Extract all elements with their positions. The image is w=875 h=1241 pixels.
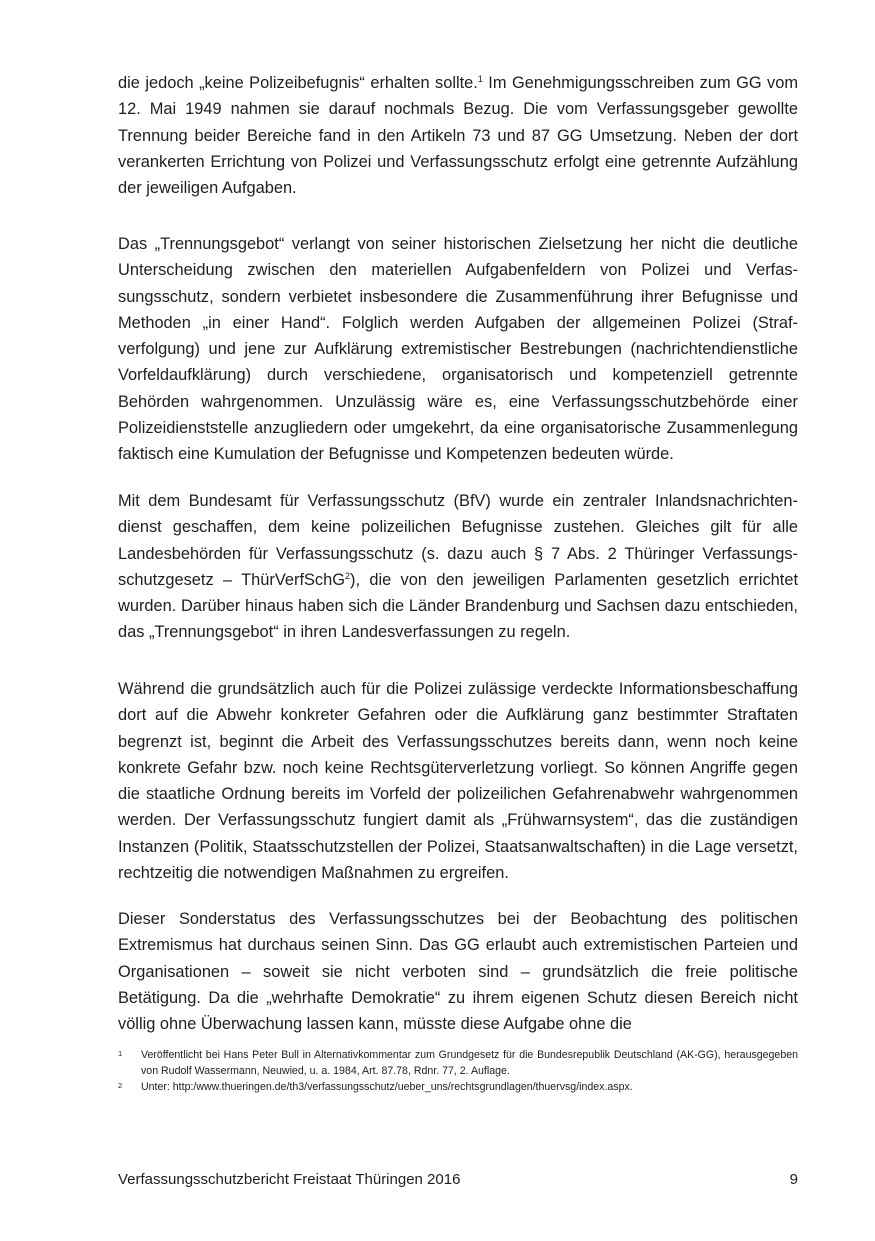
footnote-text: Veröffentlicht bei Hans Peter Bull in Alternativkommentar zum Grundgesetz für die Bundesrepublik Deutschland (AK-GG), herausgegeben von Rudolf Wassermann, Neuwied, u. a. 1984, Art. 87.78, Rdnr. 77, 2. Auflage. — [141, 1049, 798, 1077]
paragraph-1-text-a: die jedoch „keine Polizeibefugnis“ erhalten sollte. — [118, 74, 478, 92]
paragraph-4: Während die grundsätzlich auch für die Polizei zulässige verdeckte Informationsbeschaffung dort auf die Abwehr konkreter Gefahren oder die Aufklärung ganz bestimmter Straftaten begrenzt ist, beginnt die Arbeit des Verfassungsschutzes bereits dann, wenn noch keine konkrete Gefahr bzw. noch keine Rechtsgüterverletzung vorliegt. So können Angriffe gegen die staatliche Ordnung bereits im Vorfeld der polizeilichen Gefahrenabwehr wahrgenommen werden. Der Verfassungsschutz fungiert damit als „Frühwarnsystem“, das die zuständigen Instanzen (Politik, Staatsschutzstellen der Polizei, Staatsanwaltschaften) in die Lage versetzt, rechtzeitig die notwendigen Maßnahmen zu ergreifen. — [118, 680, 798, 883]
footnote-1 — [118, 1048, 798, 1079]
paragraph-3-text-b: ), die von den jeweiligen Parlamenten gesetzlich errichtet wurden. Darüber hinaus haben sich die Länder Brandenburg und Sachsen dazu entschieden, das „Trennungsgebot“ in ihren Landesverfassungen zu regeln. — [118, 570, 798, 642]
paragraph-3-text-a: Mit dem Bundesamt für Verfassungsschutz (BfV) wurde ein zentraler Inlandsnachrichtendienst geschaffen, dem keine polizeilichen Befugnisse zustehen. Gleiches gilt für alle Landesbehörden für Verfassungsschutz (s. dazu auch § 7 Abs. 2 Thüringer Verfassungsschutzgesetz – ThürVerfSchG — [118, 492, 798, 589]
paragraph-5: Dieser Sonderstatus des Verfassungsschutzes bei der Beobachtung des politischen Extremismus hat durchaus seinen Sinn. Das GG erlaubt auch extremistischen Parteien und Organisationen – soweit sie nicht verboten sind – grundsätzlich die freie politische Betätigung. Da die „wehrhafte Demokratie“ zu ihrem eigenen Schutz diesen Bereich nicht völlig ohne Überwachung lassen kann, müsste diese Aufgabe ohne die — [118, 910, 798, 1034]
footnote-number: 2 — [118, 1081, 123, 1090]
page-footer — [118, 1171, 798, 1193]
paragraph-3 — [118, 488, 798, 646]
footnote-ref-1[interactable]: 1 — [477, 74, 483, 84]
paragraph-1-text-b: Im Genehmigungsschreiben zum GG vom 12. Mai 1949 nahmen sie darauf nochmals Bezug. Die vom Verfassungsgeber gewollte Trennung beider Bereiche fand in den Artikeln 73 und 87 GG Umsetzung. Neben der dort verankerten Errichtung von Polizei und Verfassungsschutz erfolgt eine getrennte Aufzählung der jeweiligen Aufgaben. — [118, 74, 798, 198]
footnote-2 — [118, 1080, 798, 1096]
footnote-text: Unter: http:/www.thueringen.de/th3/verfassungsschutz/ueber_uns/rechtsgrundlagen/thuervsg/index.aspx. — [141, 1081, 633, 1093]
footnote-ref-2[interactable]: 2 — [345, 570, 351, 581]
paragraph-2: Das „Trennungsgebot“ verlangt von seiner historischen Zielsetzung her nicht die deutliche Unterscheidung zwischen den materiellen Aufgabenfeldern von Polizei und Verfassungsschutz, sondern verbietet insbesondere die Zusammenführung ihrer Befugnisse und Methoden „in einer Hand“. Folglich werden Aufgaben der allgemeinen Polizei (Strafverfolgung) und jene zur Aufklärung extremistischer Bestrebungen (nachrichtendienstliche Vorfeldaufklärung) durch verschiedene, organisatorisch und kompetenziell getrennte Behörden wahrgenommen. Unzulässig wäre es, eine Verfassungsschutzbehörde einer Polizeidienststelle anzugliedern oder umgekehrt, da eine organisatorische Zusammenlegung faktisch eine Kumulation der Befugnisse und Kompetenzen bedeuten würde. — [118, 235, 798, 464]
footnote-number: 1 — [118, 1049, 123, 1058]
page-number: 9 — [789, 1171, 798, 1188]
footer-title: Verfassungsschutzbericht Freistaat Thüringen 2016 — [118, 1171, 461, 1188]
paragraph-1 — [118, 70, 798, 201]
footnotes — [118, 1048, 798, 1097]
